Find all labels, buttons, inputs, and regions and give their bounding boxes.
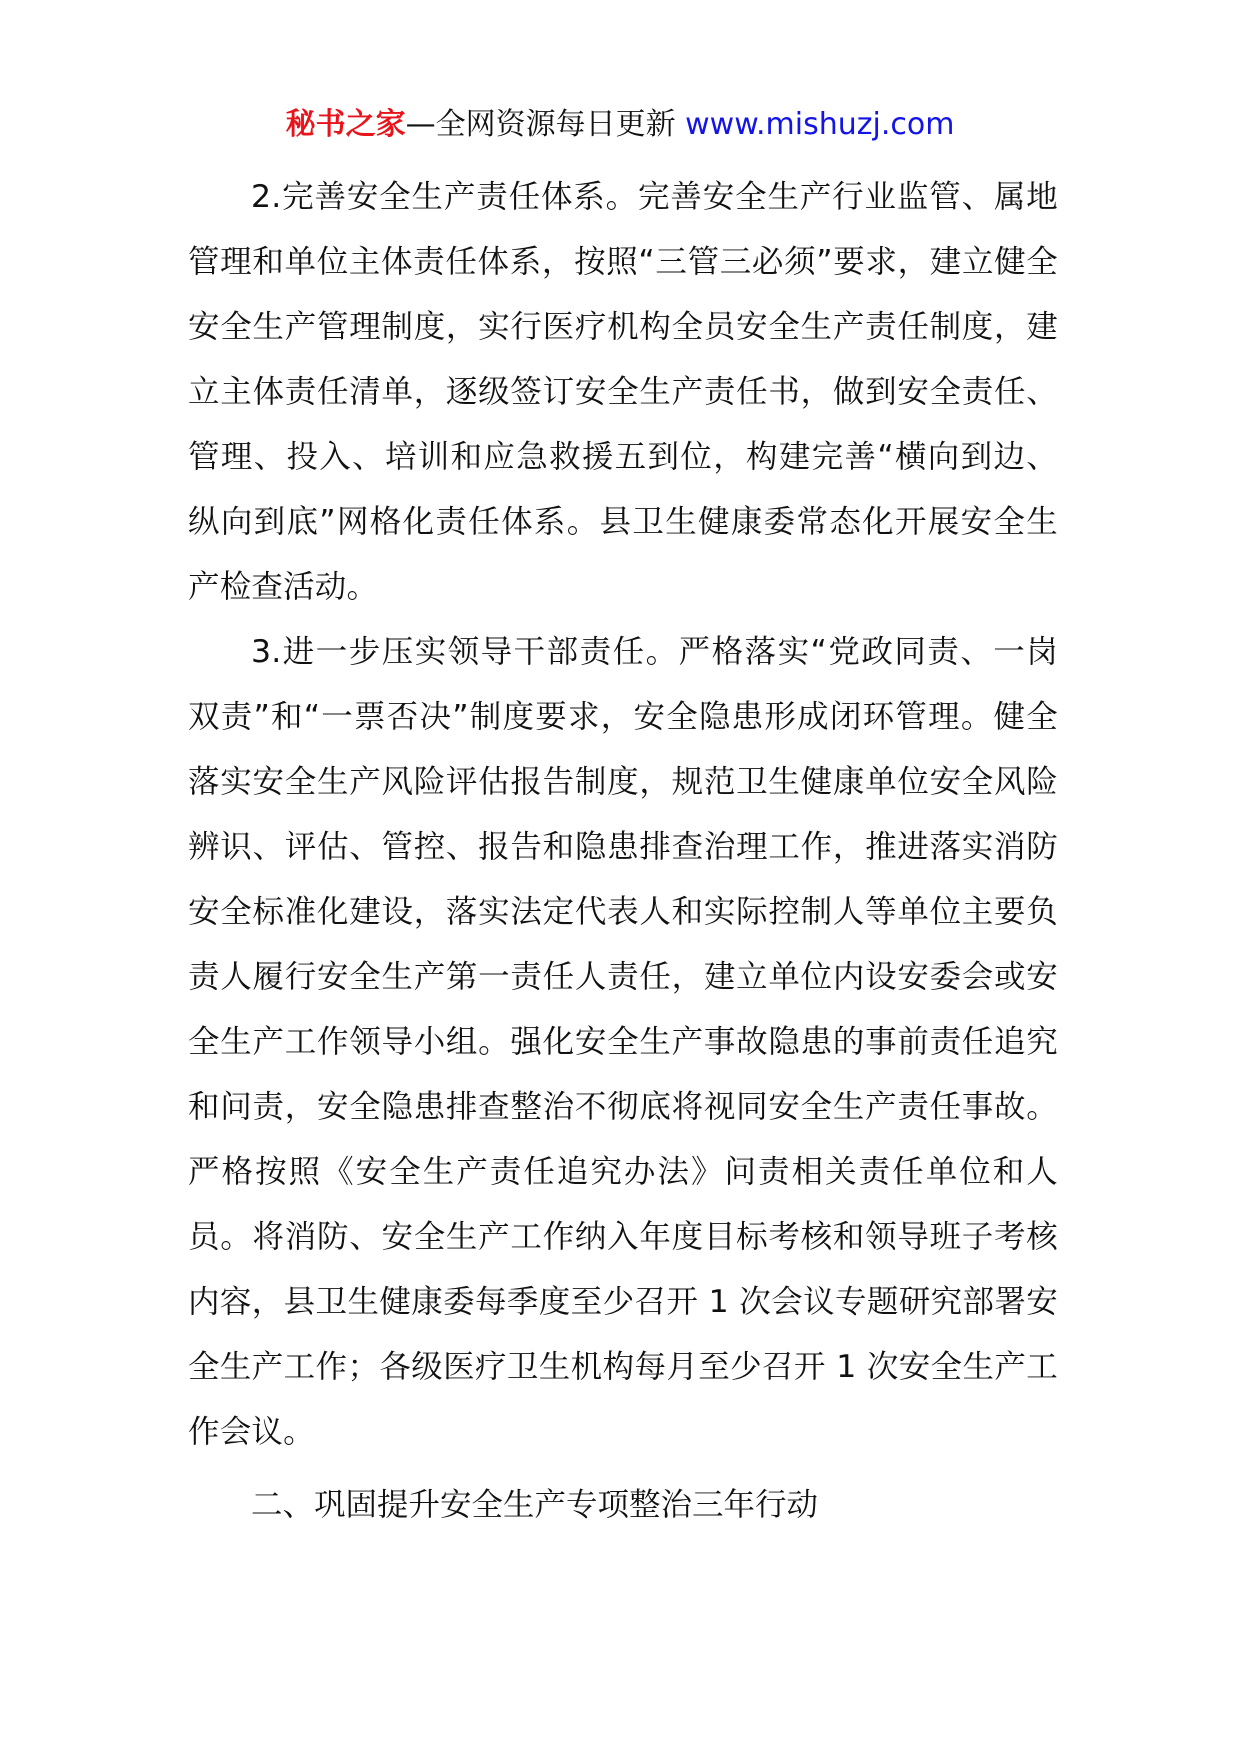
brand-name: 秘书之家	[285, 107, 406, 142]
document-body	[188, 165, 1058, 1538]
site-url-link[interactable]: www.mishuzj.com	[685, 107, 955, 142]
section-heading: 二、巩固提升安全生产专项整治三年行动	[251, 1487, 819, 1523]
paragraph-item-2: 2.完善安全生产责任体系。完善安全生产行业监管、属地管理和单位主体责任体系，按照“三管三必须”要求，建立健全安全生产管理制度，实行医疗机构全员安全生产责任制度，建立主体责任清单，逐级签订安全生产责任书，做到安全责任、管理、投入、培训和应急救援五到位，构建完善“横向到边、纵向到底”网格化责任体系。县卫生健康委常态化开展安全生产检查活动。	[188, 179, 1058, 605]
header-tagline: —全网资源每日更新	[405, 107, 676, 142]
site-header	[0, 103, 1240, 147]
paragraph-item-3: 3.进一步压实领导干部责任。严格落实“党政同责、一岗双责”和“一票否决”制度要求，安全隐患形成闭环管理。健全落实安全生产风险评估报告制度，规范卫生健康单位安全风险辨识、评估、管控、报告和隐患排查治理工作，推进落实消防安全标准化建设，落实法定代表人和实际控制人等单位主要负责人履行安全生产第一责任人责任，建立单位内设安委会或安全生产工作领导小组。强化安全生产事故隐患的事前责任追究和问责，安全隐患排查整治不彻底将视同安全生产责任事故。严格按照《安全生产责任追究办法》问责相关责任单位和人员。将消防、安全生产工作纳入年度目标考核和领导班子考核内容，县卫生健康委每季度至少召开 1 次会议专题研究部署安全生产工作；各级医疗卫生机构每月至少召开 1 次安全生产工作会议。	[188, 634, 1058, 1450]
